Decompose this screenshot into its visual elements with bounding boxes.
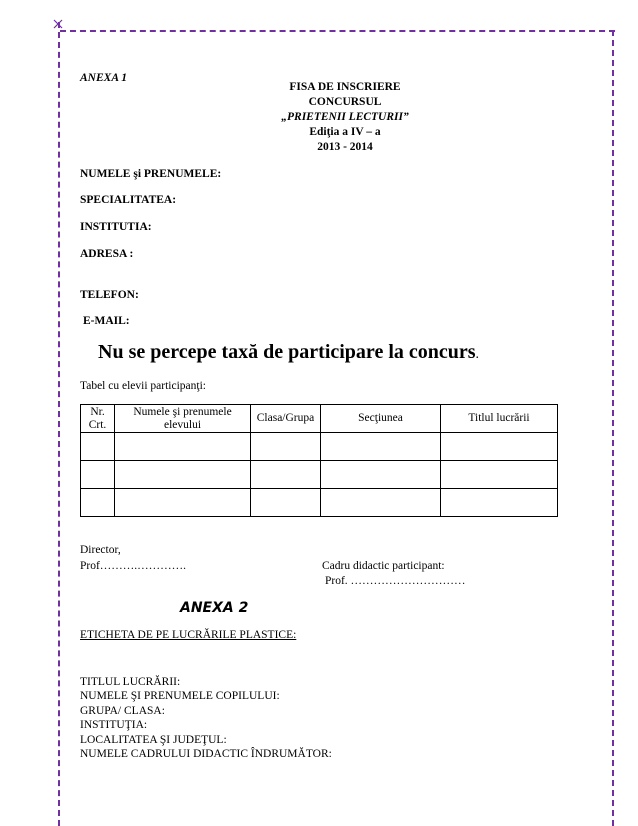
table-cell[interactable] bbox=[251, 461, 321, 489]
col-header-section: Secţiunea bbox=[321, 405, 441, 433]
table-cell[interactable] bbox=[251, 433, 321, 461]
label-field: LOCALITATEA ŞI JUDEŢUL: bbox=[80, 734, 227, 746]
director-prof-line: Prof……….…………. bbox=[80, 560, 187, 572]
table-cell[interactable] bbox=[81, 433, 115, 461]
table-cell[interactable] bbox=[321, 433, 441, 461]
header-line-3: „PRIETENII LECTURII” bbox=[281, 111, 409, 123]
table-cell[interactable] bbox=[251, 489, 321, 517]
field-email: E-MAIL: bbox=[83, 315, 130, 327]
table-cell[interactable] bbox=[321, 489, 441, 517]
header-line-4: Ediţia a IV – a bbox=[309, 126, 381, 138]
table-cell[interactable] bbox=[441, 461, 558, 489]
table-cell[interactable] bbox=[115, 461, 251, 489]
no-fee-notice bbox=[98, 341, 479, 364]
table-row bbox=[81, 433, 558, 461]
table-cell[interactable] bbox=[81, 489, 115, 517]
col-header-title: Titlul lucrării bbox=[441, 405, 558, 433]
field-address: ADRESA : bbox=[80, 248, 134, 260]
label-field: GRUPA/ CLASA: bbox=[80, 705, 165, 717]
label-field: NUMELE ŞI PRENUMELE COPILULUI: bbox=[80, 690, 280, 702]
field-name: NUMELE şi PRENUMELE: bbox=[80, 168, 222, 180]
field-phone: TELEFON: bbox=[80, 289, 139, 301]
table-cell[interactable] bbox=[441, 489, 558, 517]
no-fee-dot: . bbox=[475, 347, 480, 362]
teacher-label: Cadru didactic participant: bbox=[322, 560, 445, 572]
field-specialty: SPECIALITATEA: bbox=[80, 194, 177, 206]
field-institution: INSTITUTIA: bbox=[80, 221, 152, 233]
col-header-nr: Nr. Crt. bbox=[81, 405, 115, 433]
header-line-1: FISA DE INSCRIERE bbox=[289, 81, 401, 93]
page-border-left bbox=[58, 22, 60, 826]
annex1-label: ANEXA 1 bbox=[80, 72, 127, 84]
table-row bbox=[81, 461, 558, 489]
table-header-row bbox=[81, 405, 558, 433]
label-field: TITLUL LUCRĂRII: bbox=[80, 676, 181, 688]
header-line-2: CONCURSUL bbox=[308, 96, 382, 108]
table-cell[interactable] bbox=[441, 433, 558, 461]
col-header-name: Numele şi prenumele elevului bbox=[115, 405, 251, 433]
corner-ornament-icon bbox=[52, 18, 64, 30]
table-cell[interactable] bbox=[321, 461, 441, 489]
participants-table bbox=[80, 404, 558, 517]
label-section-title: ETICHETA DE PE LUCRĂRILE PLASTICE: bbox=[80, 629, 297, 641]
table-row bbox=[81, 489, 558, 517]
table-cell[interactable] bbox=[115, 433, 251, 461]
col-header-class: Clasa/Grupa bbox=[251, 405, 321, 433]
director-label: Director, bbox=[80, 544, 121, 556]
header-line-5: 2013 - 2014 bbox=[317, 141, 373, 153]
page-border-right bbox=[612, 30, 614, 826]
no-fee-text: Nu se percepe taxă de participare la concurs bbox=[98, 341, 476, 363]
form-header bbox=[245, 80, 445, 155]
page-border-top bbox=[60, 30, 615, 32]
annex2-heading: ANEXA 2 bbox=[180, 600, 249, 616]
teacher-prof-line: Prof. ………………………… bbox=[325, 575, 466, 587]
label-field: INSTITUŢIA: bbox=[80, 719, 148, 731]
label-field: NUMELE CADRULUI DIDACTIC ÎNDRUMĂTOR: bbox=[80, 748, 332, 760]
table-caption: Tabel cu elevii participanţi: bbox=[80, 380, 206, 392]
table-cell[interactable] bbox=[81, 461, 115, 489]
table-cell[interactable] bbox=[115, 489, 251, 517]
